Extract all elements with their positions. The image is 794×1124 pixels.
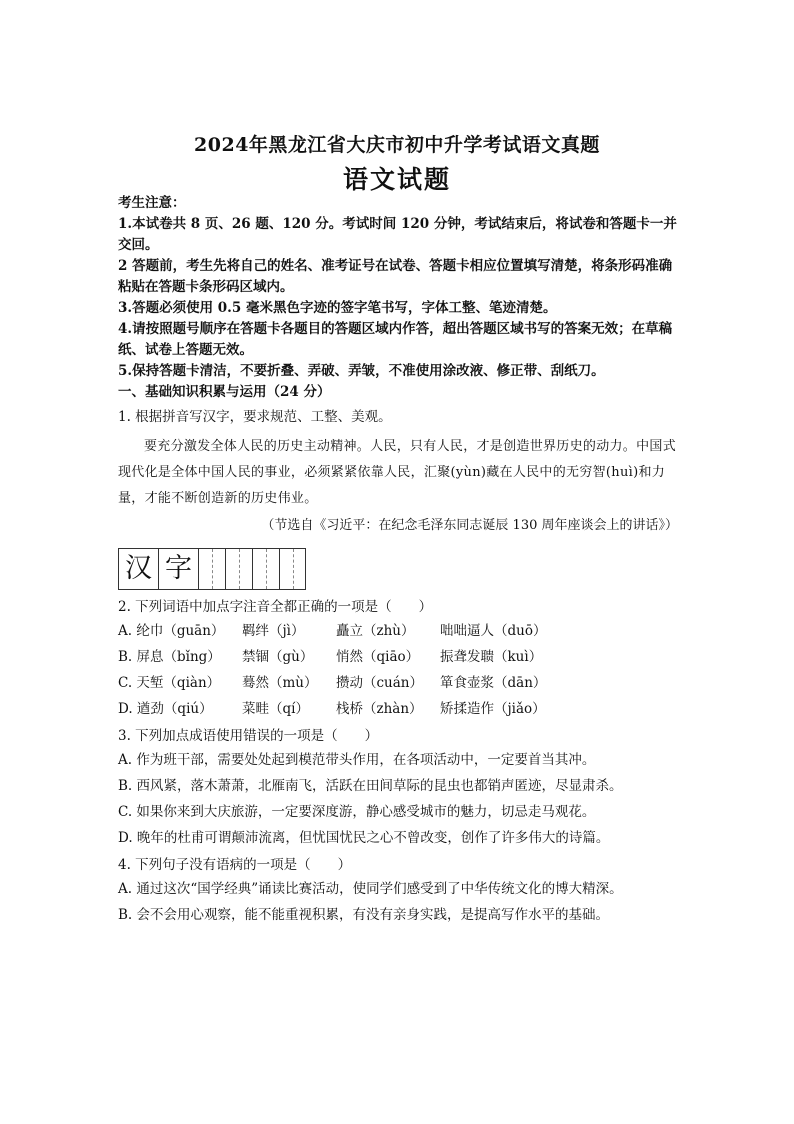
answer-grid (118, 548, 678, 590)
option-word: B. 屏息（bǐng） (118, 649, 221, 665)
option-word: 振聋发聩（kuì） (440, 649, 543, 665)
option-row (118, 618, 678, 644)
candidate-notice (118, 193, 678, 382)
exam-title: 2024年黑龙江省大庆市初中升学考试语文真题 (194, 134, 600, 156)
grid-cell-blank[interactable] (252, 548, 279, 590)
question-2-prompt: 2. 下列词语中加点字注音全都正确的一项是（ ） (118, 599, 433, 615)
grid-cell-blank[interactable] (198, 548, 225, 590)
question-1-source: （节选自《习近平：在纪念毛泽东同志诞辰 130 周年座谈会上的讲话》） (261, 518, 678, 533)
grid-cell: 汉 (118, 548, 158, 590)
option-word: 矗立（zhù） (336, 623, 415, 639)
grid-cell-blank[interactable] (279, 548, 306, 590)
question-4-prompt: 4. 下列句子没有语病的一项是（ ） (118, 857, 352, 873)
question-1-passage: 要充分激发全体人民的历史主动精神。人民，只有人民，才是创造世界历史的动力。中国式现代化是全体中国人民的事业，必须紧紧依靠人民，汇聚(yùn)藏在人民中的无穷智(huì)和力量，才能不断创造新的历史伟业。 (118, 439, 677, 506)
question-3-option: A. 作为班干部，需要处处起到模范带头作用，在各项活动中，一定要首当其冲。 (118, 752, 596, 768)
question-1-prompt: 1. 根据拼音写汉字，要求规范、工整、美观。 (118, 409, 392, 425)
option-row (118, 696, 678, 722)
exam-body (118, 193, 678, 928)
question-3-prompt: 3. 下列加点成语使用错误的一项是（ ） (118, 728, 379, 744)
notice-item: 2 答题前，考生先将自己的姓名、准考证号在试卷、答题卡相应位置填写清楚，将条形码准确粘贴在答题卡条形码区域内。 (118, 258, 673, 295)
question-3-option: C. 如果你来到大庆旅游，一定要深度游，静心感受城市的魅力，切忌走马观花。 (118, 804, 596, 820)
option-word: 咄咄逼人（duō） (440, 623, 547, 639)
option-word: 禁锢（gù） (242, 649, 314, 665)
question-2-options (118, 618, 678, 722)
option-word: 悄然（qiāo） (336, 649, 420, 665)
question-4-option: A. 通过这次“国学经典”诵读比赛活动，使同学们感受到了中华传统文化的博大精深。 (118, 881, 623, 897)
option-word: 蓦然（mù） (242, 675, 318, 691)
option-word: 攒动（cuán） (336, 675, 423, 691)
option-word: 矫揉造作（jiǎo） (440, 701, 546, 717)
option-row (118, 644, 678, 670)
grid-cell: 字 (158, 548, 198, 590)
section-heading: 一、基础知识积累与运用（24 分） (118, 384, 331, 400)
notice-item: 5.保持答题卡清洁，不要折叠、弄破、弄皱，不准使用涂改液、修正带、刮纸刀。 (118, 363, 605, 379)
option-word: 菜畦（qí） (242, 701, 309, 717)
option-row (118, 670, 678, 696)
notice-item: 4.请按照题号顺序在答题卡各题目的答题区域内作答，超出答题区域书写的答案无效；在草稿纸、试卷上答题无效。 (118, 321, 673, 358)
option-word: A. 纶巾（guān） (118, 623, 225, 639)
option-word: D. 遒劲（qiú） (118, 701, 213, 717)
notice-item: 3.答题必须使用 0.5 毫米黑色字迹的签字笔书写，字体工整、笔迹清楚。 (118, 300, 557, 316)
grid-cell-blank[interactable] (225, 548, 252, 590)
notice-item: 1.本试卷共 8 页、26 题、120 分。考试时间 120 分钟，考试结束后，将试卷和答题卡一并交回。 (118, 216, 677, 253)
option-word: 羁绊（jì） (242, 623, 305, 639)
exam-subtitle: 语文试题 (342, 165, 451, 194)
question-4-option: B. 会不会用心观察，能不能重视积累，有没有亲身实践，是提高写作水平的基础。 (118, 907, 610, 923)
question-3-option: D. 晚年的杜甫可谓颠沛流离，但忧国忧民之心不曾改变，创作了许多伟大的诗篇。 (118, 830, 610, 846)
question-3-option: B. 西风紧，落木萧萧，北雁南飞，活跃在田间草际的昆虫也都销声匿迹，尽显肃杀。 (118, 778, 623, 794)
option-word: 栈桥（zhàn） (336, 701, 423, 717)
option-word: 箪食壶浆（dān） (440, 675, 547, 691)
notice-heading: 考生注意： (118, 195, 186, 211)
option-word: C. 天堑（qiàn） (118, 675, 221, 691)
